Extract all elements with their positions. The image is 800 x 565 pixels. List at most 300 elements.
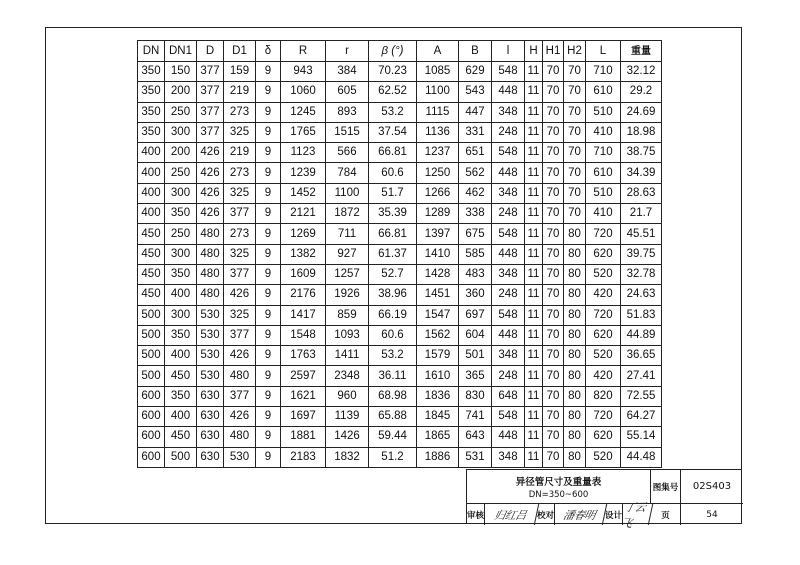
table-cell: 325 — [224, 244, 256, 264]
table-cell: 11 — [525, 204, 543, 224]
table-cell: 630 — [197, 447, 224, 467]
table-cell: 710 — [586, 143, 621, 163]
table-cell: 250 — [165, 102, 197, 122]
table-cell: 426 — [197, 183, 224, 203]
table-cell: 1245 — [281, 102, 326, 122]
table-cell: 377 — [224, 325, 256, 345]
table-cell: 350 — [138, 122, 165, 142]
table-cell: 70 — [564, 102, 586, 122]
table-cell: 250 — [165, 163, 197, 183]
table-cell: 331 — [459, 122, 492, 142]
table-cell: 9 — [256, 102, 281, 122]
table-cell: 348 — [492, 447, 525, 467]
table-cell: 520 — [586, 346, 621, 366]
table-cell: 60.6 — [369, 163, 417, 183]
table-cell: 44.48 — [621, 447, 662, 467]
column-header: H1 — [543, 41, 564, 62]
table-cell: 585 — [459, 244, 492, 264]
table-cell: 80 — [564, 447, 586, 467]
table-cell: 300 — [165, 305, 197, 325]
table-cell: 377 — [197, 62, 224, 82]
table-cell: 60.6 — [369, 325, 417, 345]
table-cell: 377 — [224, 386, 256, 406]
table-cell: 38.96 — [369, 285, 417, 305]
table-cell: 530 — [197, 305, 224, 325]
table-cell: 1100 — [417, 82, 459, 102]
table-cell: 300 — [165, 183, 197, 203]
column-header: L — [586, 41, 621, 62]
table-cell: 943 — [281, 62, 326, 82]
table-cell: 9 — [256, 305, 281, 325]
table-cell: 70 — [543, 264, 564, 284]
table-cell: 1515 — [326, 122, 369, 142]
column-header: 重量 — [621, 41, 662, 62]
table-cell: 350 — [138, 102, 165, 122]
table-cell: 1289 — [417, 204, 459, 224]
table-row — [138, 407, 662, 427]
table-cell: 248 — [492, 285, 525, 305]
table-cell: 348 — [492, 346, 525, 366]
table-row — [138, 183, 662, 203]
table-row — [138, 447, 662, 467]
table-cell: 80 — [564, 244, 586, 264]
table-cell: 510 — [586, 102, 621, 122]
table-cell: 80 — [564, 325, 586, 345]
table-cell: 9 — [256, 224, 281, 244]
title-cell — [467, 470, 651, 504]
column-header: DN — [138, 41, 165, 62]
table-cell: 1926 — [326, 285, 369, 305]
column-header: δ — [256, 41, 281, 62]
table-cell: 448 — [492, 427, 525, 447]
table-cell: 426 — [224, 346, 256, 366]
table-row — [138, 305, 662, 325]
table-cell: 605 — [326, 82, 369, 102]
table-cell: 21.7 — [621, 204, 662, 224]
table-cell: 80 — [564, 386, 586, 406]
table-cell: 1237 — [417, 143, 459, 163]
table-cell: 11 — [525, 386, 543, 406]
table-cell: 600 — [138, 407, 165, 427]
table-cell: 1451 — [417, 285, 459, 305]
table-row — [138, 163, 662, 183]
table-row — [138, 346, 662, 366]
table-cell: 548 — [492, 407, 525, 427]
table-cell: 500 — [165, 447, 197, 467]
table-cell: 11 — [525, 244, 543, 264]
table-cell: 500 — [138, 305, 165, 325]
table-row — [138, 264, 662, 284]
table-cell: 32.78 — [621, 264, 662, 284]
table-cell: 1410 — [417, 244, 459, 264]
table-cell: 1257 — [326, 264, 369, 284]
table-cell: 11 — [525, 325, 543, 345]
table-cell: 348 — [492, 183, 525, 203]
reviewer-label: 审核 — [467, 504, 485, 525]
table-cell: 273 — [224, 224, 256, 244]
table-cell: 37.54 — [369, 122, 417, 142]
table-cell: 300 — [165, 244, 197, 264]
table-cell: 70 — [543, 305, 564, 325]
table-cell: 1547 — [417, 305, 459, 325]
table-cell: 350 — [138, 62, 165, 82]
table-cell: 248 — [492, 204, 525, 224]
drawing-subtitle: DN=350~600 — [528, 490, 589, 500]
table-row — [138, 427, 662, 447]
table-row — [138, 366, 662, 386]
table-cell: 45.51 — [621, 224, 662, 244]
table-cell: 53.2 — [369, 102, 417, 122]
table-cell: 70 — [543, 122, 564, 142]
checker-signature: 潘春明 — [553, 504, 607, 525]
table-cell: 1426 — [326, 427, 369, 447]
table-cell: 348 — [492, 102, 525, 122]
table-cell: 450 — [138, 224, 165, 244]
table-cell: 9 — [256, 163, 281, 183]
column-header: H — [525, 41, 543, 62]
table-cell: 960 — [326, 386, 369, 406]
table-cell: 784 — [326, 163, 369, 183]
table-row — [138, 224, 662, 244]
table-cell: 720 — [586, 407, 621, 427]
table-cell: 604 — [459, 325, 492, 345]
table-cell: 480 — [224, 427, 256, 447]
table-cell: 1697 — [281, 407, 326, 427]
drawing-title: 异径管尺寸及重量表 — [515, 477, 602, 488]
table-cell: 400 — [165, 285, 197, 305]
table-cell: 9 — [256, 386, 281, 406]
table-cell: 1060 — [281, 82, 326, 102]
table-row — [138, 244, 662, 264]
table-cell: 1115 — [417, 102, 459, 122]
table-cell: 11 — [525, 183, 543, 203]
table-cell: 28.63 — [621, 183, 662, 203]
table-cell: 11 — [525, 407, 543, 427]
table-cell: 51.83 — [621, 305, 662, 325]
table-cell: 70.23 — [369, 62, 417, 82]
table-cell: 410 — [586, 122, 621, 142]
table-cell: 11 — [525, 366, 543, 386]
table-cell: 462 — [459, 183, 492, 203]
table-cell: 630 — [197, 386, 224, 406]
table-cell: 11 — [525, 346, 543, 366]
table-cell: 1621 — [281, 386, 326, 406]
table-cell: 400 — [138, 143, 165, 163]
table-cell: 448 — [492, 163, 525, 183]
table-cell: 450 — [138, 285, 165, 305]
table-cell: 710 — [586, 62, 621, 82]
column-header: A — [417, 41, 459, 62]
table-cell: 500 — [138, 346, 165, 366]
table-cell: 80 — [564, 285, 586, 305]
table-cell: 11 — [525, 264, 543, 284]
table-cell: 70 — [564, 183, 586, 203]
table-cell: 70 — [543, 62, 564, 82]
table-cell: 80 — [564, 427, 586, 447]
table-cell: 448 — [492, 325, 525, 345]
table-cell: 480 — [224, 366, 256, 386]
table-cell: 1382 — [281, 244, 326, 264]
table-cell: 70 — [543, 366, 564, 386]
table-cell: 400 — [138, 163, 165, 183]
atlas-label: 图集号 — [651, 470, 681, 504]
table-cell: 80 — [564, 407, 586, 427]
table-cell: 52.7 — [369, 264, 417, 284]
table-cell: 651 — [459, 143, 492, 163]
table-cell: 1845 — [417, 407, 459, 427]
table-cell: 450 — [165, 427, 197, 447]
table-cell: 55.14 — [621, 427, 662, 447]
table-cell: 1836 — [417, 386, 459, 406]
table-cell: 9 — [256, 62, 281, 82]
table-cell: 51.7 — [369, 183, 417, 203]
column-header: D1 — [224, 41, 256, 62]
column-header: R — [281, 41, 326, 62]
table-cell: 248 — [492, 122, 525, 142]
table-cell: 360 — [459, 285, 492, 305]
table-row — [138, 325, 662, 345]
table-cell: 325 — [224, 183, 256, 203]
table-cell: 9 — [256, 82, 281, 102]
table-cell: 2348 — [326, 366, 369, 386]
table-cell: 1609 — [281, 264, 326, 284]
table-cell: 426 — [197, 204, 224, 224]
table-cell: 620 — [586, 427, 621, 447]
table-cell: 70 — [543, 285, 564, 305]
table-cell: 400 — [165, 346, 197, 366]
table-cell: 70 — [564, 143, 586, 163]
table-cell: 600 — [138, 447, 165, 467]
table-cell: 27.41 — [621, 366, 662, 386]
table-cell: 620 — [586, 244, 621, 264]
column-header: H2 — [564, 41, 586, 62]
table-cell: 350 — [138, 82, 165, 102]
table-cell: 34.39 — [621, 163, 662, 183]
table-cell: 80 — [564, 305, 586, 325]
table-cell: 70 — [543, 386, 564, 406]
table-cell: 9 — [256, 366, 281, 386]
table-cell: 1250 — [417, 163, 459, 183]
table-cell: 2597 — [281, 366, 326, 386]
table-cell: 72.55 — [621, 386, 662, 406]
table-cell: 70 — [564, 122, 586, 142]
table-cell: 9 — [256, 346, 281, 366]
table-cell: 450 — [138, 244, 165, 264]
table-cell: 70 — [543, 224, 564, 244]
table-cell: 9 — [256, 427, 281, 447]
table-header-row — [138, 41, 662, 62]
table-cell: 11 — [525, 427, 543, 447]
table-cell: 200 — [165, 143, 197, 163]
table-cell: 70 — [543, 447, 564, 467]
reviewer-signature: 归红吕 — [483, 504, 539, 525]
table-cell: 400 — [165, 407, 197, 427]
table-cell: 70 — [543, 244, 564, 264]
table-cell: 70 — [543, 143, 564, 163]
table-cell: 44.89 — [621, 325, 662, 345]
table-cell: 400 — [138, 183, 165, 203]
table-cell: 18.98 — [621, 122, 662, 142]
table-cell: 61.37 — [369, 244, 417, 264]
table-cell: 600 — [138, 427, 165, 447]
table-cell: 273 — [224, 102, 256, 122]
table-cell: 543 — [459, 82, 492, 102]
table-cell: 250 — [165, 224, 197, 244]
table-cell: 350 — [165, 325, 197, 345]
table-cell: 1548 — [281, 325, 326, 345]
table-cell: 80 — [564, 224, 586, 244]
table-cell: 520 — [586, 447, 621, 467]
table-cell: 500 — [138, 366, 165, 386]
table-cell: 377 — [224, 204, 256, 224]
table-body — [138, 62, 662, 468]
table-cell: 70 — [564, 62, 586, 82]
table-cell: 426 — [197, 143, 224, 163]
table-cell: 70 — [543, 102, 564, 122]
table-cell: 219 — [224, 82, 256, 102]
table-cell: 447 — [459, 102, 492, 122]
table-cell: 1417 — [281, 305, 326, 325]
table-cell: 510 — [586, 183, 621, 203]
table-cell: 9 — [256, 204, 281, 224]
table-cell: 325 — [224, 122, 256, 142]
table-cell: 36.65 — [621, 346, 662, 366]
table-cell: 66.81 — [369, 224, 417, 244]
column-header: B — [459, 41, 492, 62]
table-cell: 159 — [224, 62, 256, 82]
table-cell: 480 — [197, 244, 224, 264]
table-cell: 600 — [138, 386, 165, 406]
table-cell: 24.63 — [621, 285, 662, 305]
table-cell: 59.44 — [369, 427, 417, 447]
table-cell: 70 — [543, 163, 564, 183]
table-cell: 1085 — [417, 62, 459, 82]
table-cell: 350 — [165, 264, 197, 284]
table-cell: 70 — [543, 82, 564, 102]
table-cell: 720 — [586, 305, 621, 325]
table-cell: 893 — [326, 102, 369, 122]
table-cell: 530 — [197, 346, 224, 366]
table-cell: 500 — [138, 325, 165, 345]
table-cell: 11 — [525, 62, 543, 82]
table-cell: 697 — [459, 305, 492, 325]
table-cell: 483 — [459, 264, 492, 284]
table-cell: 11 — [525, 305, 543, 325]
table-cell: 80 — [564, 346, 586, 366]
page-label: 页 — [651, 504, 681, 525]
table-cell: 9 — [256, 285, 281, 305]
table-cell: 219 — [224, 143, 256, 163]
table-cell: 70 — [543, 346, 564, 366]
table-cell: 1562 — [417, 325, 459, 345]
table-cell: 1139 — [326, 407, 369, 427]
table-cell: 9 — [256, 407, 281, 427]
table-cell: 150 — [165, 62, 197, 82]
table-cell: 531 — [459, 447, 492, 467]
table-cell: 248 — [492, 366, 525, 386]
table-cell: 1136 — [417, 122, 459, 142]
table-cell: 530 — [197, 325, 224, 345]
table-cell: 65.88 — [369, 407, 417, 427]
table-row — [138, 122, 662, 142]
table-cell: 643 — [459, 427, 492, 447]
table-cell: 426 — [197, 163, 224, 183]
table-row — [138, 62, 662, 82]
table-cell: 1579 — [417, 346, 459, 366]
table-cell: 377 — [197, 122, 224, 142]
table-cell: 11 — [525, 224, 543, 244]
table-cell: 426 — [224, 285, 256, 305]
table-cell: 11 — [525, 102, 543, 122]
table-cell: 9 — [256, 244, 281, 264]
table-cell: 70 — [543, 407, 564, 427]
column-header: D — [197, 41, 224, 62]
table-cell: 11 — [525, 82, 543, 102]
table-cell: 2121 — [281, 204, 326, 224]
table-cell: 70 — [543, 183, 564, 203]
table-cell: 51.2 — [369, 447, 417, 467]
table-cell: 66.81 — [369, 143, 417, 163]
designer-label: 设计 — [605, 504, 623, 525]
table-cell: 1865 — [417, 427, 459, 447]
table-cell: 11 — [525, 143, 543, 163]
table-cell: 410 — [586, 204, 621, 224]
table-cell: 480 — [197, 224, 224, 244]
designer-signature: 丁云飞 — [621, 504, 653, 525]
table-cell: 1886 — [417, 447, 459, 467]
table-cell: 610 — [586, 82, 621, 102]
table-cell: 2183 — [281, 447, 326, 467]
column-header: DN1 — [165, 41, 197, 62]
table-cell: 9 — [256, 447, 281, 467]
table-cell: 480 — [197, 285, 224, 305]
table-cell: 325 — [224, 305, 256, 325]
table-cell: 1100 — [326, 183, 369, 203]
table-cell: 348 — [492, 264, 525, 284]
table-cell: 70 — [543, 204, 564, 224]
table-cell: 450 — [138, 264, 165, 284]
table-cell: 648 — [492, 386, 525, 406]
table-cell: 377 — [197, 82, 224, 102]
table-cell: 450 — [165, 366, 197, 386]
table-cell: 620 — [586, 325, 621, 345]
table-cell: 629 — [459, 62, 492, 82]
table-cell: 9 — [256, 325, 281, 345]
table-cell: 426 — [224, 407, 256, 427]
table-cell: 365 — [459, 366, 492, 386]
table-cell: 1763 — [281, 346, 326, 366]
table-row — [138, 386, 662, 406]
table-cell: 377 — [224, 264, 256, 284]
table-cell: 720 — [586, 224, 621, 244]
table-cell: 11 — [525, 285, 543, 305]
table-cell: 820 — [586, 386, 621, 406]
table-cell: 610 — [586, 163, 621, 183]
table-cell: 448 — [492, 244, 525, 264]
table-cell: 66.19 — [369, 305, 417, 325]
table-cell: 530 — [197, 366, 224, 386]
table-cell: 80 — [564, 366, 586, 386]
table-cell: 70 — [564, 163, 586, 183]
table-cell: 1428 — [417, 264, 459, 284]
table-cell: 1610 — [417, 366, 459, 386]
table-cell: 630 — [197, 427, 224, 447]
table-cell: 675 — [459, 224, 492, 244]
table-cell: 711 — [326, 224, 369, 244]
table-cell: 1239 — [281, 163, 326, 183]
table-cell: 501 — [459, 346, 492, 366]
table-cell: 338 — [459, 204, 492, 224]
